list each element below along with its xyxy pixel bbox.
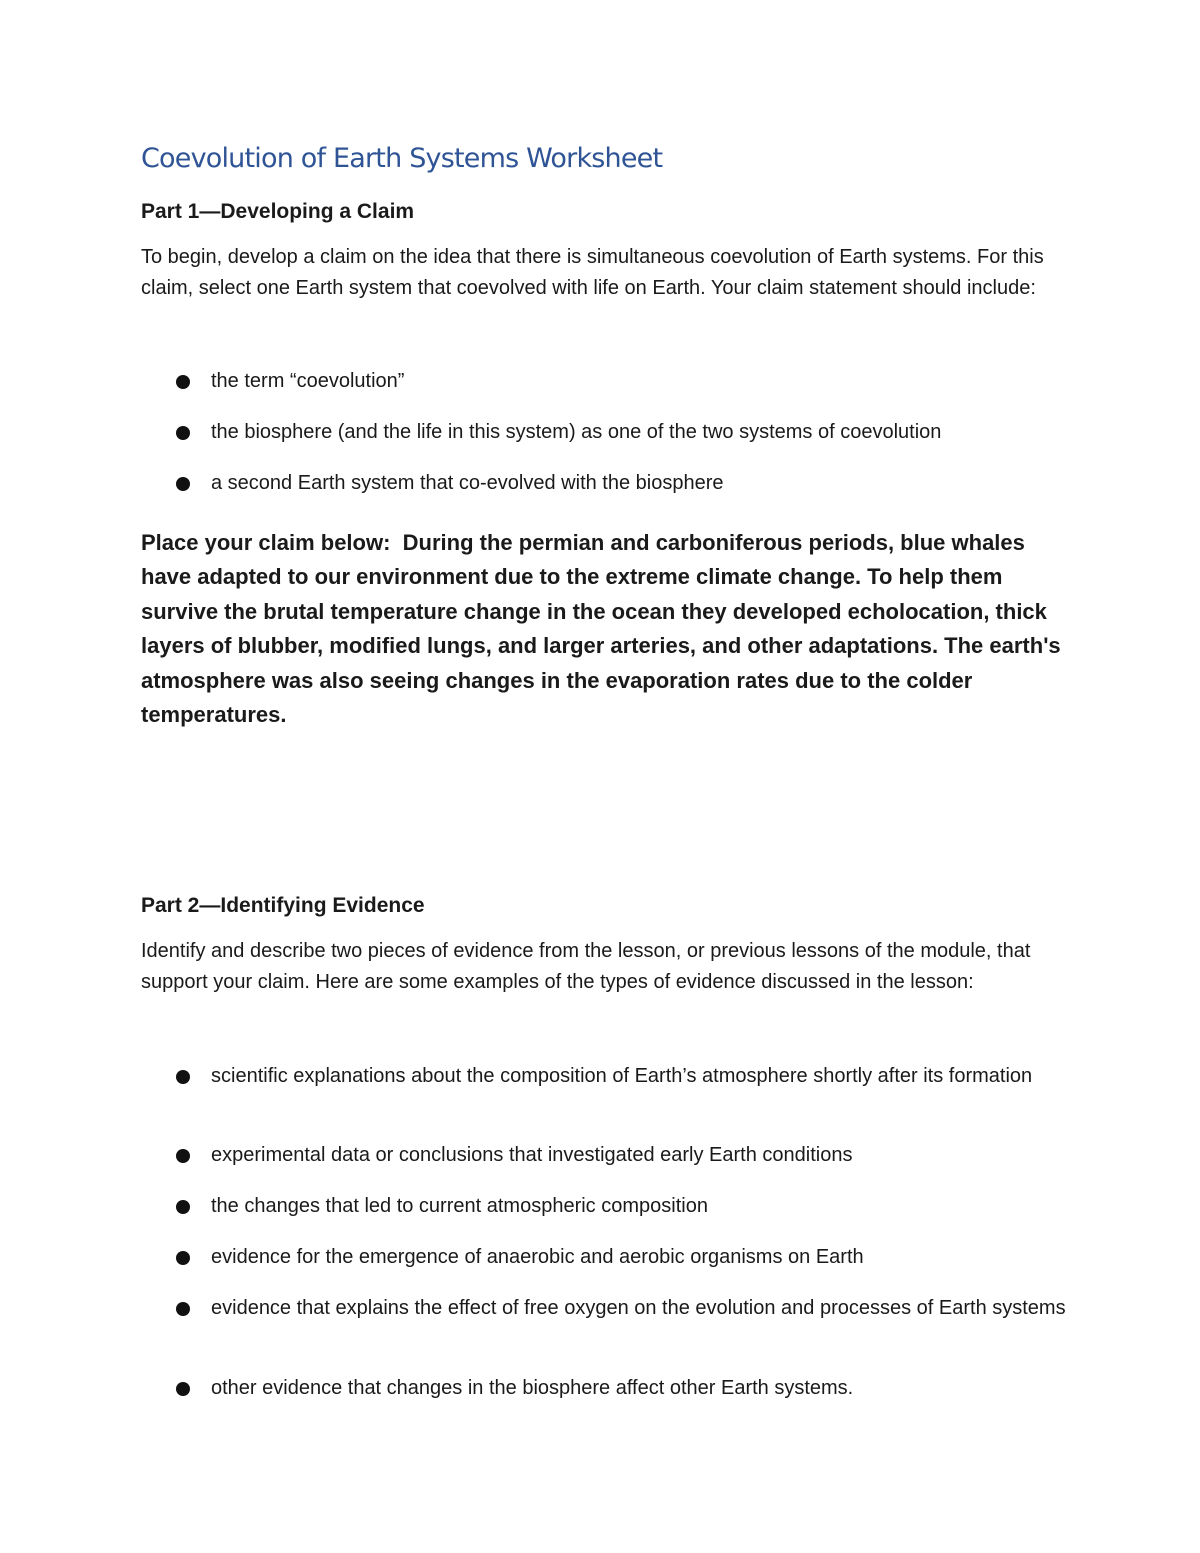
list-item-text: the term “coevolution” (211, 370, 405, 392)
part2-intro: Identify and describe two pieces of evidence from the lesson, or previous lessons of the module, that support your claim. Here are some examples of the types of evidence discussed in the lesson: (141, 940, 1031, 993)
part1-intro: To begin, develop a claim on the idea that there is simultaneous coevolution of Earth systems. For this claim, select one Earth system that coevolved with life on Earth. Your claim statement should include: (141, 246, 1044, 299)
list-item-text: the changes that led to current atmospheric composition (211, 1195, 708, 1217)
bullet-icon (176, 1200, 190, 1214)
part2-heading: Part 2—Identifying Evidence (141, 894, 425, 917)
bullet-icon (176, 1070, 190, 1084)
claim-text: During the permian and carboniferous periods, blue whales have adapted to our environment due to the extreme climate change. To help them survive the brutal temperature change in the ocean they developed echolocation, thick layers of blubber, modified lungs, and larger arteries, and other adaptations. The earth's atmosphere was also seeing changes in the evaporation rates due to the colder temperatures. (141, 530, 1061, 728)
bullet-icon (176, 1382, 190, 1396)
list-item-text: evidence for the emergence of anaerobic and aerobic organisms on Earth (211, 1246, 864, 1268)
bullet-icon (176, 1302, 190, 1316)
bullet-icon (176, 426, 190, 440)
document-title: Coevolution of Earth Systems Worksheet (141, 143, 663, 174)
list-item-text: evidence that explains the effect of free oxygen on the evolution and processes of Earth systems (211, 1297, 1066, 1319)
bullet-icon (176, 1251, 190, 1265)
claim-label: Place your claim below: (141, 530, 391, 555)
bullet-icon (176, 477, 190, 491)
bullet-icon (176, 1149, 190, 1163)
list-item-text: other evidence that changes in the biosphere affect other Earth systems. (211, 1377, 854, 1399)
bullet-icon (176, 375, 190, 389)
worksheet-page (141, 0, 1071, 1553)
claim-answer (141, 526, 1071, 732)
list-item-text: a second Earth system that co-evolved with the biosphere (211, 472, 724, 494)
list-item-text: experimental data or conclusions that investigated early Earth conditions (211, 1144, 853, 1166)
list-item-text: the biosphere (and the life in this system) as one of the two systems of coevolution (211, 421, 942, 443)
part1-heading: Part 1—Developing a Claim (141, 200, 415, 223)
list-item-text: scientific explanations about the composition of Earth’s atmosphere shortly after its formation (211, 1065, 1033, 1087)
